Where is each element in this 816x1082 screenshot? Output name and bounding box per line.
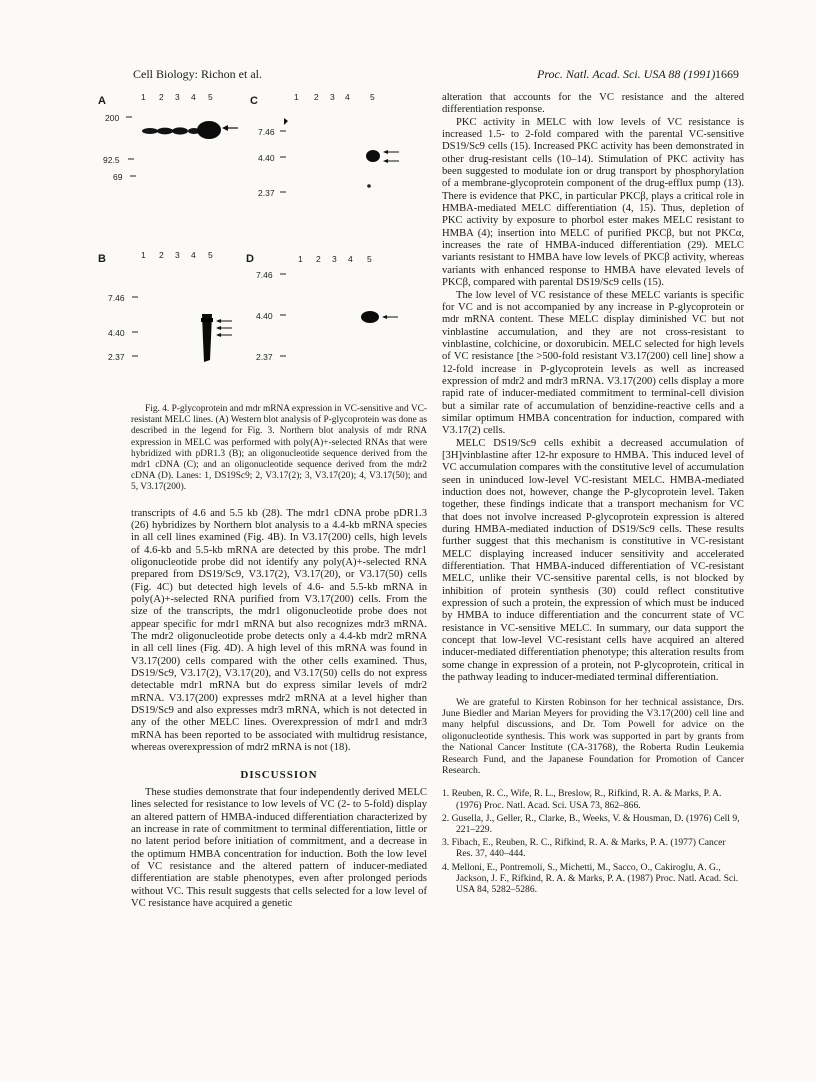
body-paragraph: The low level of VC resistance of these MELC variants is specific for VC and is not accompanied by any increase in P-glycoprotein or mdr mRNA content. These MELC display diminished VC but not vinblastine accumulation, and they are not cross-resistant to vinblastine, colchicine, or doxorubicin. MELC selected for high levels of VC resistance [the >500-fold resistant V3.17(200) cell line] show a 12-fold increase in P-glycoprotein levels as well as increased expression of mdr2 and mdr3 mRNA. V3.17(200) cells display a more rapid rate of inducer-mediated commitment to terminal-cell division but a similar rate of accumulation of benzidine-reactive cells and a similar optimum HMBA concentration for induction, compared with V3.17(2) cells. [442,289,744,437]
lane-number: 2 [159,92,164,102]
size-marker: 2.37 [108,352,125,362]
panel-d-letter: D [246,253,254,265]
reference-item: 2. Gusella, J., Geller, R., Clarke, B., Weeks, V. & Housman, D. (1976) Cell 9, 221–229. [442,812,740,835]
body-paragraph: PKC activity in MELC with low levels of VC resistance is increased 1.5- to 2-fold compared with the parental VC-sensitive DS19/Sc9 cells (15). Increased PKC activity has been demonstrated in other drug-resistant cells (10–14). Stimulation of PKC activity has been suggested to modulate ion or drug transport by phosphorylation of a membrane-glycoprotein component of the drug-efflux pump (13). There is evidence that PKC, in particular PKCβ, plays a critical role in HMBA-mediated MELC differentiation (4, 15). Thus, depletion of PKC activity by exposure to phorbol ester makes MELC resistant to HMBA (4); insertion into MELC of purified PKCβ, but not PKCα, increases the rate of HMBA-induced differentiation (29). MELC variants resistant to HMBA have low levels of PKCβ activity, whereas variants with enhanced response to HMBA have elevated levels of PKCβ, compared with parental DS19/Sc9 cells (15). [442,116,744,289]
size-marker: 92.5 [103,155,120,165]
lane-number: 3 [175,250,180,260]
lane-number: 4 [191,250,196,260]
size-marker: 2.37 [256,352,273,362]
section-heading: DISCUSSION [240,768,318,781]
size-marker: 4.40 [256,311,273,321]
panel-b-letter: B [98,253,106,265]
figure-panel-c [246,90,406,210]
page-number: 1669 [715,67,739,81]
lane-number: 5 [208,250,213,260]
lane-number: 2 [314,92,319,102]
left-column [131,404,427,910]
lane-number: 1 [294,92,299,102]
body-paragraph: alteration that accounts for the VC resistance and the altered differentiation response. [442,92,744,116]
size-marker: 200 [105,113,120,123]
lane-number: 5 [208,92,213,102]
band [172,127,188,134]
band [142,128,158,134]
body-paragraph: MELC DS19/Sc9 cells exhibit a decreased accumulation of [3H]vinblastine after 12-hr exposure to HMBA. This induced level of VC accumulation compares with the constitutive level of accumulation seen in uninduced low-level VC-resistant MELC. HMBA-mediated induction does not, however, change the P-glycoprotein level. Taken together, these findings indicate that a transport mechanism for VC that does not involve increased P-glycoprotein expression is altered during HMBA-mediated induction of DS19/Sc9 cells. These results further suggest that this mechanism is constitutive in VC-resistant MELC displaying increased inducer sensitivity and accelerated differentiation. That HMBA-induced differentiation of VC-resistant MELC, unlike their VC-sensitive parental cells, is not blocked by inhibition of protein synthesis (30) could reflect constitutive expression of such a protein, the expression of which must be induced by HMBA to induce differentiation and the concurrent state of VC resistance in VC-sensitive MELC. In summary, our data support the concept that low-level VC-resistant cells have acquired an altered inducer-mediated differentiation phenotype; this alteration results from some change in expression of a protein, not P-glycoprotein, critical in the pathway leading to inducer-mediated terminal differentiation. [442,437,744,684]
lane-number: 5 [370,92,375,102]
right-column [442,92,744,897]
lane-number: 1 [141,92,146,102]
lane-number: 1 [141,250,146,260]
band [361,311,379,323]
lane-number: 4 [191,92,196,102]
band [197,121,221,139]
size-marker: 4.40 [258,153,275,163]
panel-c-letter: C [250,95,258,107]
figure-panel-d [246,248,406,388]
size-marker: 2.37 [258,188,275,198]
northern-blot-d [246,248,406,388]
size-marker: 7.46 [256,270,273,280]
reference-item: 4. Melloni, E., Pontremoli, S., Michetti, M., Sacco, O., Cakiroglu, A. G., Jackson, J. F., Rifkind, R. A. & Marks, P. A. (1987) Proc. Natl. Acad. Sci. USA 84, 5282–5286. [442,861,739,895]
figure-panel-b [98,248,258,388]
lane-number: 2 [316,254,321,264]
lane-number: 1 [298,254,303,264]
northern-blot-b [98,248,258,388]
acknowledgment: We are grateful to Kirsten Robinson for her technical assistance, Drs. June Biedler and Marian Meyers for providing the V3.17(200) cell line and many helpful discussions, and Dr. Tom Powell for advice on the oligonucleotide synthesis. This work was supported in part by grants from the National Cancer Institute (CA-31768), the Roberta Rudin Leukemia Research Fund, and the Japanese Foundation for Promotion of Cancer Research. [442,696,744,776]
figure-panel-a [98,90,258,190]
lane-number: 3 [175,92,180,102]
reference-item: 1. Reuben, R. C., Wife, R. L., Breslow, R., Rifkind, R. A. & Marks, P. A. (1976) Proc. Natl. Acad. Sci. USA 73, 862–866. [442,788,722,811]
body-paragraph: transcripts of 4.6 and 5.5 kb (28). The mdr1 cDNA probe pDR1.3 (26) hybridizes by Northern blot analysis to a 4.4-kb mRNA species in all cell lines examined (Fig. 4B). In V3.17(200) cells, high levels of 4.6-kb and 5.5-kb mRNA are detected by this probe. The mdr1 oligonucleotide probe did not identify any poly(A)+-selected RNA prepared from DS19/Sc9, V3.17(2), V3.17(20), or V3.17(50) cells (Fig. 4C) but detected high levels of 4.6- and 5.5-kb mRNA in poly(A)+-selected RNA purified from V3.17(200) cells. From the size of the transcripts, the mdr1 oligonucleotide probe does not appear specific for mdr1 mRNA but also recognizes mdr3 mRNA. The mdr2 oligonucleotide probe detects only a 4.4-kb mdr2 mRNA in all cell lines (Fig. 4D). A high level of this mRNA was found in V3.17(200) cells compared with the other cells examined. Thus, DS19/Sc9, V3.17(2), V3.17(20), and V3.17(50) cells do not express detectable mdr1 mRNA but do express similar levels of mdr2 mRNA. V3.17(200) expresses mdr2 mRNA at a level higher than DS19/Sc9 and also expresses mdr3 mRNA, which is not detected in any of the other MELC lines. Overexpression of mdr1 and mdr3 mRNA has been reported to be associated with multidrug resistance, whereas overexpression of mdr2 mRNA is not (18). [131,507,427,754]
size-marker: 4.40 [108,328,125,338]
lane-number: 4 [345,92,350,102]
lane-number: 5 [367,254,372,264]
band [157,128,173,135]
reference-list [442,788,744,895]
size-marker: 7.46 [108,293,125,303]
panel-a-letter: A [98,95,106,107]
band [366,150,380,162]
lane-number: 3 [332,254,337,264]
lane-number: 3 [330,92,335,102]
size-marker: 69 [113,172,123,182]
reference-item: 3. Fibach, E., Reuben, R. C., Rifkind, R. A. & Marks, P. A. (1977) Cancer Res. 37, 440–444. [442,837,726,860]
lane-number: 2 [159,250,164,260]
northern-blot-c [246,90,406,210]
lane-number: 4 [348,254,353,264]
running-header-left: Cell Biology: Richon et al. [133,67,262,81]
body-paragraph: These studies demonstrate that four independently derived MELC lines selected for resistance to low levels of VC (2- to 5-fold) display an altered pattern of HMBA-induced differentiation characterized by an increase in rate of commitment to terminal differentiation, little or no latent period before initiation of commitment, and a decrease in the optimum HMBA concentration for induction. Both the low level of VC resistance and the altered pattern of inducer-mediated differentiation are stable phenotypes, even after prolonged periods without VC. This result suggests that cells selected for a low level of VC resistance have acquired a genetic [131,786,427,909]
running-header-journal: Proc. Natl. Acad. Sci. USA 88 (1991) [537,67,716,81]
western-blot-a [98,90,258,190]
figure-caption: Fig. 4. P-glycoprotein and mdr mRNA expression in VC-sensitive and VC-resistant MELC lines. (A) Western blot analysis of P-glycoprotein was done as described in the legend for Fig. 3. Northern blot analysis of mdr RNA expression in MELC was performed with poly(A)+-selected RNAs that were hybridized with pDR1.3 (B); an oligonucleotide sequence derived from the mdr1 cDNA (C); and an oligonucleotide sequence derived from the mdr2 cDNA (D). Lanes: 1, DS19Sc9; 2, V3.17(2); 3, V3.17(20); 4, V3.17(50); and 5, V3.17(200). [131,404,427,493]
size-marker: 7.46 [258,127,275,137]
